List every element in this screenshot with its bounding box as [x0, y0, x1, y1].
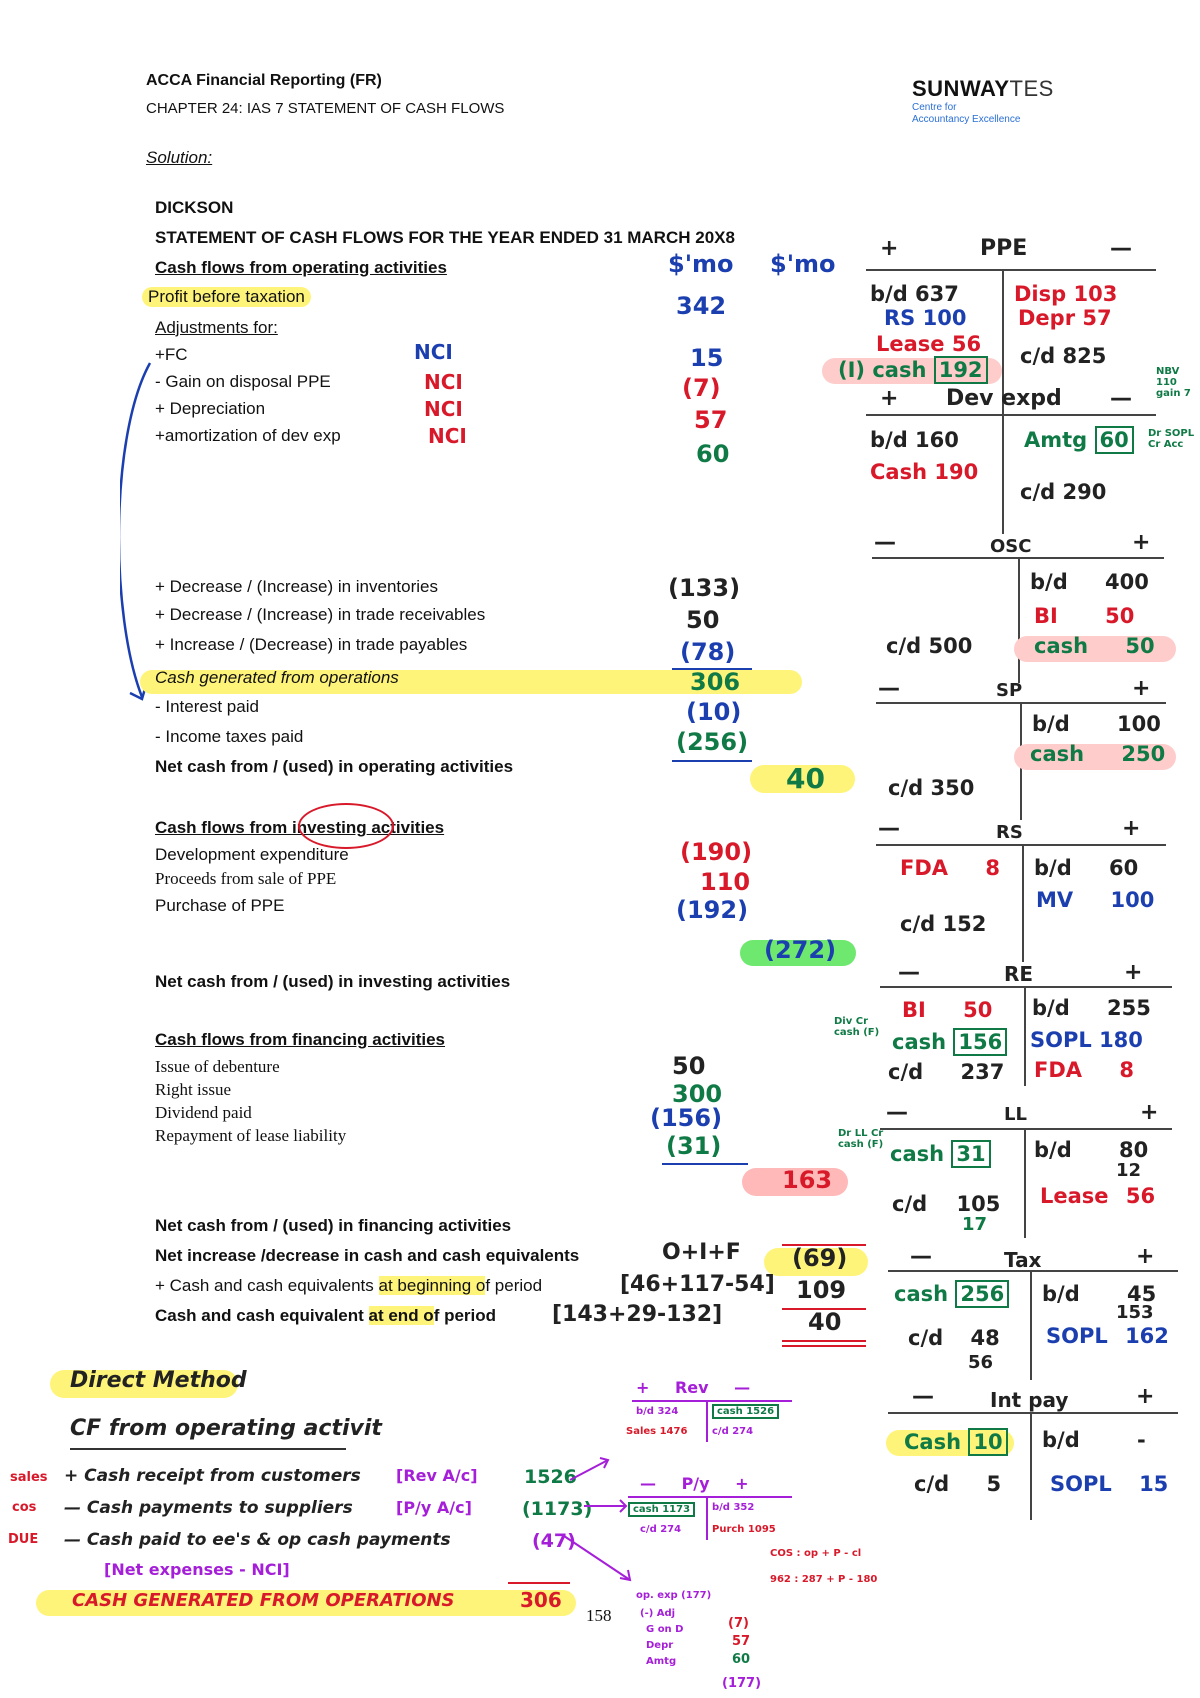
opex-4: Amtg — [646, 1656, 677, 1667]
dev-exp-value: (190) — [680, 838, 753, 866]
begin-note: [46+117-54] — [620, 1272, 775, 1297]
end-label — [155, 1306, 496, 1326]
wc-receivables-label: + Decrease / (Increase) in trade receivables — [155, 605, 486, 624]
pay-l2: c/d 274 — [640, 1524, 682, 1535]
rev-t-mid — [706, 1400, 708, 1442]
re-t-top — [880, 986, 1172, 988]
end-value: 40 — [808, 1308, 842, 1336]
begin-value: 109 — [796, 1276, 847, 1304]
wc-receivables-value: 50 — [686, 606, 720, 634]
rev-t-top — [632, 1400, 792, 1402]
dev-cash: Cash 190 — [870, 460, 979, 484]
direct-row3b: [Net expenses - NCI] — [104, 1560, 290, 1579]
ppe-disp: Disp 103 — [1014, 282, 1118, 306]
direct-row3-side: DUE — [8, 1532, 39, 1547]
tax-cd: c/d 48 — [908, 1326, 1000, 1350]
ll-bd: b/d 80 — [1034, 1138, 1149, 1162]
tax-bd: b/d 45 — [1042, 1282, 1157, 1306]
tax-cash: cash 256 — [894, 1282, 1009, 1306]
adj-gain-tag: NCI — [424, 370, 463, 394]
tax-paid-value: (256) — [676, 728, 749, 756]
sp-cash: cash 250 — [1030, 742, 1166, 766]
direct-row1-value: 1526 — [524, 1466, 577, 1488]
adj-amort-tag: NCI — [428, 424, 467, 448]
re-fda: FDA 8 — [1034, 1058, 1134, 1082]
financing-heading: Cash flows from financing activities — [155, 1030, 446, 1049]
purchase-ppe-label: Purchase of PPE — [155, 896, 285, 915]
rev-r2: c/d 274 — [712, 1426, 754, 1437]
direct-row3-text: — Cash paid to ee's & op cash payments — [64, 1530, 451, 1550]
sp-title: SP — [996, 680, 1023, 701]
rev-l1: b/d 324 — [636, 1406, 679, 1417]
opex-1: (-) Adj — [640, 1608, 676, 1619]
osc-cd: c/d 500 — [886, 634, 973, 658]
int-title: Int pay — [990, 1388, 1069, 1412]
tax-56: 56 — [968, 1352, 994, 1373]
tax-title: Tax — [1004, 1248, 1042, 1272]
direct-row1-text: + Cash receipt from customers — [64, 1466, 361, 1486]
ll-cd2: 17 — [962, 1214, 988, 1235]
int-minus: — — [912, 1384, 934, 1409]
sunway-logo — [912, 76, 1054, 126]
investing-circle-icon — [298, 803, 394, 849]
int-sopl: SOPL 15 — [1050, 1472, 1169, 1496]
net-financing-label: Net cash from / (used) in financing activities — [155, 1216, 512, 1235]
dev-minus: — — [1110, 386, 1132, 411]
end-label-hl: at end o — [368, 1306, 434, 1325]
adj-amort-label: +amortization of dev exp — [155, 426, 341, 445]
financing-total: 163 — [782, 1166, 833, 1194]
opex-val-0: (7) — [728, 1616, 749, 1631]
dev-plus: + — [880, 386, 899, 411]
adj-fc-label: +FC — [155, 345, 188, 364]
osc-cash: cash 50 — [1034, 634, 1155, 658]
sp-cd: c/d 350 — [888, 776, 975, 800]
end-underline-1 — [782, 1340, 866, 1342]
ppe-lease: Lease 56 — [876, 332, 982, 356]
lease-repay-value: (31) — [666, 1132, 722, 1160]
sp-plus: + — [1132, 676, 1151, 701]
re-title: RE — [1004, 962, 1034, 986]
end-underline-2 — [782, 1345, 866, 1347]
ppe-cd: c/d 825 — [1020, 344, 1107, 368]
logo-main: SUNWAY — [912, 76, 1010, 101]
adj-depr-value: 57 — [694, 406, 728, 434]
re-sopl: SOPL 180 — [1030, 1028, 1143, 1052]
wc-inventories-value: (133) — [668, 574, 741, 602]
direct-row1-side: sales — [10, 1470, 48, 1485]
cos-note-1: COS : op + P - cl — [770, 1548, 862, 1559]
osc-bd: b/d 400 — [1030, 570, 1149, 594]
rs-minus: — — [878, 816, 900, 841]
osc-bi: BI 50 — [1034, 604, 1135, 628]
ll-12: 12 — [1116, 1160, 1142, 1181]
dividend-label: Dividend paid — [155, 1103, 252, 1122]
ppe-depr: Depr 57 — [1018, 306, 1112, 330]
interest-value: (10) — [686, 698, 742, 726]
ppe-plus: + — [880, 236, 899, 261]
dev-exp-label: Development expenditure — [155, 845, 349, 864]
profit-value: 342 — [676, 292, 727, 320]
opex-val-1: 57 — [732, 1634, 751, 1649]
direct-cgo-label: CASH GENERATED FROM OPERATIONS — [72, 1590, 455, 1611]
adj-gain-label: - Gain on disposal PPE — [155, 372, 331, 391]
investing-heading-pre: Cash flows from — [155, 818, 292, 837]
tax-sopl: SOPL 162 — [1046, 1324, 1169, 1348]
rs-fda: FDA 8 — [900, 856, 1000, 880]
unit-label-b: $'mo — [770, 250, 836, 278]
investing-heading-word: investing — [291, 818, 367, 837]
ll-lease: Lease 56 — [1040, 1184, 1156, 1208]
opex-0: op. exp (177) — [636, 1590, 712, 1601]
ll-minus: — — [886, 1100, 908, 1125]
unit-label-a: $'mo — [668, 250, 734, 278]
ppe-title: PPE — [980, 236, 1028, 261]
opex-3: Depr — [646, 1640, 674, 1651]
operating-heading: Cash flows from operating activities — [155, 258, 447, 277]
rs-t-mid — [1022, 844, 1024, 962]
proceeds-label: Proceeds from sale of PPE — [155, 869, 337, 888]
end-label-post: f period — [433, 1306, 497, 1325]
lease-repay-label: Repayment of lease liability — [155, 1126, 347, 1145]
osc-plus: + — [1132, 530, 1151, 555]
ll-title: LL — [1004, 1104, 1027, 1125]
ll-t-mid — [1024, 1128, 1026, 1238]
int-plus: + — [1136, 1384, 1155, 1409]
pay-t-mid — [706, 1496, 708, 1540]
net-change-value: (69) — [792, 1244, 848, 1272]
investing-total: (272) — [764, 936, 837, 964]
adjustment-arrow-icon — [120, 355, 180, 715]
dev-amtg: Amtg 60 — [1024, 428, 1134, 452]
direct-title: Direct Method — [70, 1368, 247, 1393]
begin-label-pre: + Cash and cash equivalents — [155, 1276, 379, 1295]
ll-cash: cash 31 — [890, 1142, 991, 1166]
direct-row1-note: [Rev A/c] — [396, 1466, 478, 1485]
re-minus: — — [898, 960, 920, 985]
ppe-t-top — [866, 269, 1156, 271]
dev-cd: c/d 290 — [1020, 480, 1107, 504]
net-change-label: Net increase /decrease in cash and cash equivalents — [155, 1246, 580, 1265]
ll-note: Dr LL Cr cash (F) — [838, 1128, 884, 1150]
cgo-value: 306 — [690, 668, 741, 696]
wc-payables-value: (78) — [680, 638, 736, 666]
cgo-label: Cash generated from operations — [155, 668, 399, 687]
rs-bd: b/d 60 — [1034, 856, 1139, 880]
rev-l2: Sales 1476 — [626, 1426, 688, 1437]
direct-arrows-icon — [560, 1440, 700, 1600]
opex-val-3: (177) — [722, 1676, 762, 1691]
re-plus: + — [1124, 960, 1143, 985]
dividend-value: (156) — [650, 1104, 723, 1132]
right-issue-label: Right issue — [155, 1080, 232, 1099]
opex-2: G on D — [646, 1624, 684, 1635]
ppe-note: NBV 110 gain 7 — [1156, 366, 1191, 399]
dev-note: Dr SOPL Cr Acc — [1148, 428, 1195, 450]
rs-title: RS — [996, 822, 1023, 843]
adj-amort-value: 60 — [696, 440, 730, 468]
re-cd: c/d 237 — [888, 1060, 1005, 1084]
direct-row2-text: — Cash payments to suppliers — [64, 1498, 353, 1518]
re-t-mid — [1024, 986, 1026, 1086]
ppe-cash: (I) cash 192 — [838, 358, 988, 382]
course-title: ACCA Financial Reporting (FR) — [146, 72, 382, 89]
begin-label — [155, 1276, 542, 1296]
direct-row3-value: (47) — [532, 1530, 576, 1552]
adj-fc-value: 15 — [690, 344, 724, 372]
pay-l1: cash 1173 — [628, 1502, 695, 1517]
debenture-value: 50 — [672, 1052, 706, 1080]
direct-row2-side: cos — [12, 1500, 37, 1515]
re-bi: BI 50 — [902, 998, 993, 1022]
ll-t-top — [880, 1128, 1172, 1130]
net-investing-label: Net cash from / (used) in investing activities — [155, 972, 511, 991]
int-t-mid — [1030, 1412, 1032, 1520]
dev-t-mid — [1002, 414, 1004, 534]
adj-depr-label: + Depreciation — [155, 399, 266, 418]
adj-depr-tag: NCI — [424, 397, 463, 421]
int-t-top — [888, 1412, 1178, 1414]
pay-r1: b/d 352 — [712, 1502, 755, 1513]
profit-label: Profit before taxation — [142, 287, 311, 307]
solution-label: Solution: — [146, 148, 213, 167]
investing-heading-post: activities — [366, 818, 445, 837]
statement-title: STATEMENT OF CASH FLOWS FOR THE YEAR ENDED 31 MARCH 20X8 — [155, 228, 735, 247]
pay-t-header: — P/y + — [640, 1474, 749, 1493]
rs-cd: c/d 152 — [900, 912, 987, 936]
osc-title: OSC — [990, 536, 1032, 557]
page-number: 158 — [586, 1606, 612, 1625]
osc-minus: — — [874, 530, 896, 555]
rev-r1: cash 1526 — [712, 1404, 779, 1419]
ppe-bd: b/d 637 — [870, 282, 959, 306]
tax-plus: + — [1136, 1244, 1155, 1269]
net-change-note: O+I+F — [662, 1240, 741, 1265]
dev-title: Dev expd — [946, 386, 1062, 411]
begin-label-hl: at beginning o — [378, 1276, 486, 1295]
tax-153: 153 — [1116, 1302, 1154, 1323]
proceeds-value: 110 — [700, 868, 751, 896]
tax-t-mid — [1030, 1270, 1032, 1380]
int-bd: b/d - — [1042, 1428, 1146, 1452]
tax-minus: — — [910, 1244, 932, 1269]
cos-note-2: 962 : 287 + P - 180 — [770, 1574, 878, 1585]
net-operating-label: Net cash from / (used) in operating activities — [155, 757, 514, 776]
direct-subtitle: CF from operating activit — [70, 1416, 382, 1441]
ll-cd: c/d 105 — [892, 1192, 1001, 1216]
wc-payables-label: + Increase / (Decrease) in trade payables — [155, 635, 468, 654]
chapter-title: CHAPTER 24: IAS 7 STATEMENT OF CASH FLOWS — [146, 100, 505, 117]
re-note: Div Cr cash (F) — [834, 1016, 880, 1038]
rs-mv: MV 100 — [1036, 888, 1155, 912]
opex-val-2: 60 — [732, 1652, 751, 1667]
begin-label-post: f period — [485, 1276, 543, 1295]
rs-t-top — [876, 844, 1166, 846]
direct-row2-value: (1173) — [522, 1498, 593, 1520]
ll-plus: + — [1140, 1100, 1159, 1125]
tax-paid-label: - Income taxes paid — [155, 727, 304, 746]
wc-inventories-label: + Decrease / (Increase) in inventories — [155, 577, 438, 596]
end-note: [143+29-132] — [552, 1302, 723, 1327]
logo-sub1: Centre for — [912, 102, 957, 113]
interest-label: - Interest paid — [155, 697, 259, 716]
int-cd: c/d 5 — [914, 1472, 1002, 1496]
right-issue-value: 300 — [672, 1080, 723, 1108]
pay-t-top — [628, 1496, 792, 1498]
op-underline — [672, 760, 752, 762]
rev-t-header: + Rev — — [636, 1378, 751, 1397]
re-cash: cash 156 — [892, 1030, 1007, 1054]
sp-minus: — — [878, 676, 900, 701]
direct-row2-note: [P/y A/c] — [396, 1498, 472, 1517]
adjustments-heading: Adjustments for: — [155, 318, 278, 337]
re-bd: b/d 255 — [1032, 996, 1151, 1020]
dev-bd: b/d 160 — [870, 428, 959, 452]
int-cash: Cash 10 — [904, 1430, 1008, 1454]
ppe-rs: RS 100 — [884, 306, 967, 330]
adj-gain-value: (7) — [682, 374, 721, 402]
fin-underline — [662, 1163, 748, 1165]
net-operating-value: 40 — [786, 762, 825, 795]
pay-r2: Purch 1095 — [712, 1524, 776, 1535]
direct-subtitle-underline — [70, 1448, 346, 1450]
purchase-ppe-value: (192) — [676, 896, 749, 924]
adj-fc-tag: NCI — [414, 340, 453, 364]
rs-plus: + — [1122, 816, 1141, 841]
company-name: DICKSON — [155, 198, 234, 217]
logo-sub2: Accountancy Excellence — [912, 114, 1021, 125]
direct-cgo-value: 306 — [520, 1588, 562, 1612]
sp-bd: b/d 100 — [1032, 712, 1161, 736]
end-label-pre: Cash and cash equivalent — [155, 1306, 369, 1325]
dev-t-top — [866, 414, 1156, 416]
osc-t-mid — [1018, 557, 1020, 683]
logo-tes: TES — [1009, 76, 1054, 101]
debenture-label: Issue of debenture — [155, 1057, 280, 1076]
ppe-minus: — — [1110, 236, 1132, 261]
